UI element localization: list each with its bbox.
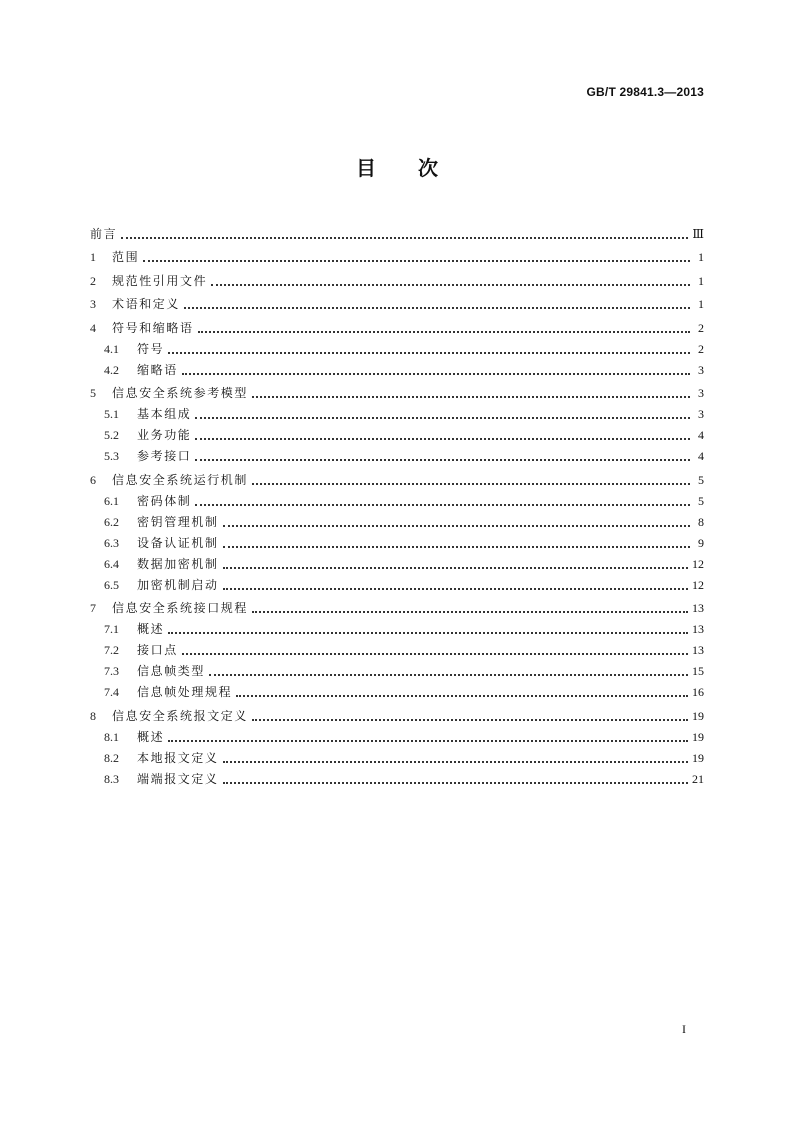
toc-entry-lead bbox=[90, 227, 692, 241]
toc-entry-lead bbox=[90, 622, 692, 636]
toc-entry-leader-dots bbox=[195, 417, 690, 419]
toc-entry[interactable] bbox=[90, 314, 704, 335]
page-title-part-1: 目 bbox=[356, 156, 376, 180]
toc-entry[interactable] bbox=[90, 442, 704, 463]
toc-entry[interactable] bbox=[90, 571, 704, 592]
toc-entry-number: 5.3 bbox=[104, 449, 119, 463]
toc-entry-number: 7.3 bbox=[104, 664, 119, 678]
toc-entry-lead bbox=[90, 664, 692, 678]
toc-entry[interactable] bbox=[90, 243, 704, 264]
toc-entry-page-number: 3 bbox=[698, 362, 704, 377]
toc-entry-lead bbox=[90, 297, 694, 311]
toc-entry-page-number: 12 bbox=[692, 556, 704, 571]
toc-entry[interactable] bbox=[90, 400, 704, 421]
toc-entry-label: 前言 bbox=[90, 226, 118, 241]
toc-entry-page-number: 19 bbox=[692, 750, 704, 765]
toc-entry[interactable] bbox=[90, 529, 704, 550]
toc-entry-leader-dots bbox=[195, 438, 690, 440]
toc-entry-lead bbox=[90, 250, 694, 264]
toc-entry-leader-dots bbox=[223, 567, 688, 569]
toc-entry-number: 8.2 bbox=[104, 750, 119, 765]
toc-entry[interactable] bbox=[90, 267, 704, 288]
toc-entry-page-number: 5 bbox=[698, 472, 704, 487]
page-title bbox=[0, 152, 794, 181]
toc-entry-label: 接口点 bbox=[137, 643, 178, 657]
toc-entry[interactable] bbox=[90, 290, 704, 311]
toc-entry-page-number: 8 bbox=[698, 514, 704, 529]
toc-entry-label: 数据加密机制 bbox=[137, 556, 219, 571]
toc-entry-page-number: Ⅲ bbox=[692, 226, 704, 241]
toc-entry-page-number: 1 bbox=[698, 250, 704, 264]
toc-entry-label: 密码体制 bbox=[137, 493, 192, 508]
toc-entry-lead bbox=[90, 578, 692, 592]
toc-entry-page-number: 3 bbox=[698, 386, 704, 400]
toc-entry-leader-dots bbox=[168, 632, 688, 634]
toc-entry-leader-dots bbox=[195, 459, 690, 461]
toc-entry-page-number: 1 bbox=[698, 273, 704, 288]
toc-entry-leader-dots bbox=[223, 761, 688, 763]
toc-entry-leader-dots bbox=[168, 352, 690, 354]
toc-entry-number: 3 bbox=[90, 297, 96, 311]
toc-entry-lead bbox=[90, 342, 694, 356]
toc-entry-leader-dots bbox=[182, 373, 690, 375]
toc-entry-page-number: 13 bbox=[692, 622, 704, 636]
toc-entry-label: 信息安全系统接口规程 bbox=[112, 601, 249, 615]
standard-number: GB/T 29841.3—2013 bbox=[586, 85, 704, 99]
table-of-contents bbox=[90, 217, 704, 786]
toc-entry-label: 端端报文定义 bbox=[137, 771, 219, 786]
toc-entry-lead bbox=[90, 536, 694, 550]
toc-entry-page-number: 12 bbox=[692, 577, 704, 592]
toc-entry-page-number: 3 bbox=[698, 407, 704, 421]
toc-entry-number: 5.1 bbox=[104, 407, 119, 421]
toc-entry-lead bbox=[90, 730, 692, 744]
toc-entry-leader-dots bbox=[143, 260, 690, 262]
toc-entry-number: 6.2 bbox=[104, 514, 119, 529]
toc-entry-label: 信息安全系统运行机制 bbox=[112, 472, 249, 487]
toc-entry-number: 4 bbox=[90, 320, 96, 335]
toc-entry[interactable] bbox=[90, 220, 704, 241]
toc-entry-page-number: 19 bbox=[692, 729, 704, 744]
toc-entry-label: 规范性引用文件 bbox=[112, 273, 208, 288]
page-title-part-2: 次 bbox=[418, 156, 438, 180]
toc-entry-leader-dots bbox=[195, 504, 690, 506]
toc-entry-leader-dots bbox=[121, 237, 688, 239]
toc-entry-label: 概述 bbox=[137, 729, 165, 744]
toc-entry[interactable] bbox=[90, 678, 704, 699]
toc-entry-leader-dots bbox=[252, 396, 690, 398]
toc-entry-leader-dots bbox=[182, 653, 688, 655]
toc-entry[interactable] bbox=[90, 636, 704, 657]
toc-entry-lead bbox=[90, 557, 692, 571]
toc-entry-page-number: 2 bbox=[698, 320, 704, 335]
toc-entry[interactable] bbox=[90, 487, 704, 508]
toc-entry-label: 业务功能 bbox=[137, 428, 192, 442]
toc-entry-number: 7.2 bbox=[104, 643, 119, 657]
toc-entry-number: 6.5 bbox=[104, 577, 119, 592]
toc-entry-page-number: 2 bbox=[698, 341, 704, 356]
toc-entry-lead bbox=[90, 407, 694, 421]
toc-entry-label: 信息安全系统参考模型 bbox=[112, 386, 249, 400]
toc-entry-label: 信息帧类型 bbox=[137, 664, 206, 678]
toc-entry-lead bbox=[90, 601, 692, 615]
toc-entry-label: 设备认证机制 bbox=[137, 535, 219, 550]
toc-entry-number: 4.1 bbox=[104, 341, 119, 356]
toc-entry-lead bbox=[90, 709, 692, 723]
toc-entry-number: 2 bbox=[90, 273, 96, 288]
toc-entry[interactable] bbox=[90, 550, 704, 571]
toc-entry-number: 6.3 bbox=[104, 535, 119, 550]
toc-entry[interactable] bbox=[90, 508, 704, 529]
toc-entry-number: 8.1 bbox=[104, 729, 119, 744]
toc-entry-label: 符号和缩略语 bbox=[112, 320, 194, 335]
toc-entry-lead bbox=[90, 751, 692, 765]
toc-entry[interactable] bbox=[90, 594, 704, 615]
toc-entry-lead bbox=[90, 494, 694, 508]
toc-entry[interactable] bbox=[90, 702, 704, 723]
toc-entry-page-number: 5 bbox=[698, 493, 704, 508]
toc-entry-leader-dots bbox=[236, 695, 688, 697]
toc-entry-label: 加密机制启动 bbox=[137, 577, 219, 592]
toc-entry[interactable] bbox=[90, 765, 704, 786]
toc-entry-label: 基本组成 bbox=[137, 407, 192, 421]
toc-entry-number: 5 bbox=[90, 386, 96, 400]
toc-entry[interactable] bbox=[90, 657, 704, 678]
toc-entry-leader-dots bbox=[209, 674, 688, 676]
toc-entry-page-number: 9 bbox=[698, 535, 704, 550]
toc-entry[interactable] bbox=[90, 421, 704, 442]
toc-entry-leader-dots bbox=[168, 740, 688, 742]
toc-entry-lead bbox=[90, 643, 692, 657]
toc-entry-leader-dots bbox=[223, 782, 688, 784]
toc-entry-number: 6.4 bbox=[104, 556, 119, 571]
toc-entry-number: 7.1 bbox=[104, 622, 119, 636]
toc-entry-label: 本地报文定义 bbox=[137, 750, 219, 765]
toc-entry-lead bbox=[90, 449, 694, 463]
toc-entry-number: 7 bbox=[90, 601, 96, 615]
toc-entry-lead bbox=[90, 772, 692, 786]
toc-entry-label: 缩略语 bbox=[137, 362, 178, 377]
toc-entry-leader-dots bbox=[198, 331, 690, 333]
toc-entry-lead bbox=[90, 428, 694, 442]
toc-entry[interactable] bbox=[90, 466, 704, 487]
toc-entry-page-number: 13 bbox=[692, 601, 704, 615]
toc-entry[interactable] bbox=[90, 615, 704, 636]
toc-entry-page-number: 21 bbox=[692, 771, 704, 786]
toc-entry-label: 信息安全系统报文定义 bbox=[112, 708, 249, 723]
toc-entry-lead bbox=[90, 685, 692, 699]
toc-entry-lead bbox=[90, 473, 694, 487]
toc-entry-number: 5.2 bbox=[104, 428, 119, 442]
toc-entry[interactable] bbox=[90, 379, 704, 400]
toc-entry[interactable] bbox=[90, 356, 704, 377]
toc-entry-leader-dots bbox=[211, 284, 690, 286]
toc-entry-label: 术语和定义 bbox=[112, 297, 181, 311]
toc-entry-leader-dots bbox=[223, 525, 690, 527]
toc-entry-leader-dots bbox=[223, 588, 688, 590]
toc-entry-number: 6 bbox=[90, 472, 96, 487]
toc-entry-leader-dots bbox=[252, 719, 688, 721]
toc-entry-lead bbox=[90, 363, 694, 377]
toc-entry-page-number: 4 bbox=[698, 428, 704, 442]
toc-entry-page-number: 16 bbox=[692, 685, 704, 699]
toc-entry[interactable] bbox=[90, 723, 704, 744]
toc-entry-label: 范围 bbox=[112, 250, 140, 264]
toc-entry-lead bbox=[90, 515, 694, 529]
toc-entry-number: 8.3 bbox=[104, 771, 119, 786]
toc-entry-label: 概述 bbox=[137, 622, 165, 636]
toc-entry-label: 信息帧处理规程 bbox=[137, 685, 233, 699]
toc-entry-lead bbox=[90, 274, 694, 288]
toc-entry-label: 密钥管理机制 bbox=[137, 514, 219, 529]
toc-entry-lead bbox=[90, 321, 694, 335]
toc-entry-number: 1 bbox=[90, 250, 96, 264]
toc-entry-page-number: 4 bbox=[698, 449, 704, 463]
toc-entry-page-number: 1 bbox=[698, 297, 704, 311]
toc-entry-page-number: 13 bbox=[692, 643, 704, 657]
toc-entry-number: 4.2 bbox=[104, 362, 119, 377]
toc-entry[interactable] bbox=[90, 335, 704, 356]
page-folio: I bbox=[682, 1022, 686, 1036]
toc-entry-label: 参考接口 bbox=[137, 449, 192, 463]
toc-entry-leader-dots bbox=[223, 546, 690, 548]
toc-entry-number: 7.4 bbox=[104, 685, 119, 699]
toc-entry-number: 6.1 bbox=[104, 493, 119, 508]
toc-entry-page-number: 19 bbox=[692, 708, 704, 723]
toc-entry-label: 符号 bbox=[137, 341, 165, 356]
toc-entry[interactable] bbox=[90, 744, 704, 765]
toc-entry-lead bbox=[90, 386, 694, 400]
toc-entry-page-number: 15 bbox=[692, 664, 704, 678]
toc-entry-leader-dots bbox=[252, 611, 688, 613]
toc-entry-leader-dots bbox=[184, 307, 690, 309]
toc-entry-number: 8 bbox=[90, 708, 96, 723]
toc-entry-leader-dots bbox=[252, 483, 690, 485]
